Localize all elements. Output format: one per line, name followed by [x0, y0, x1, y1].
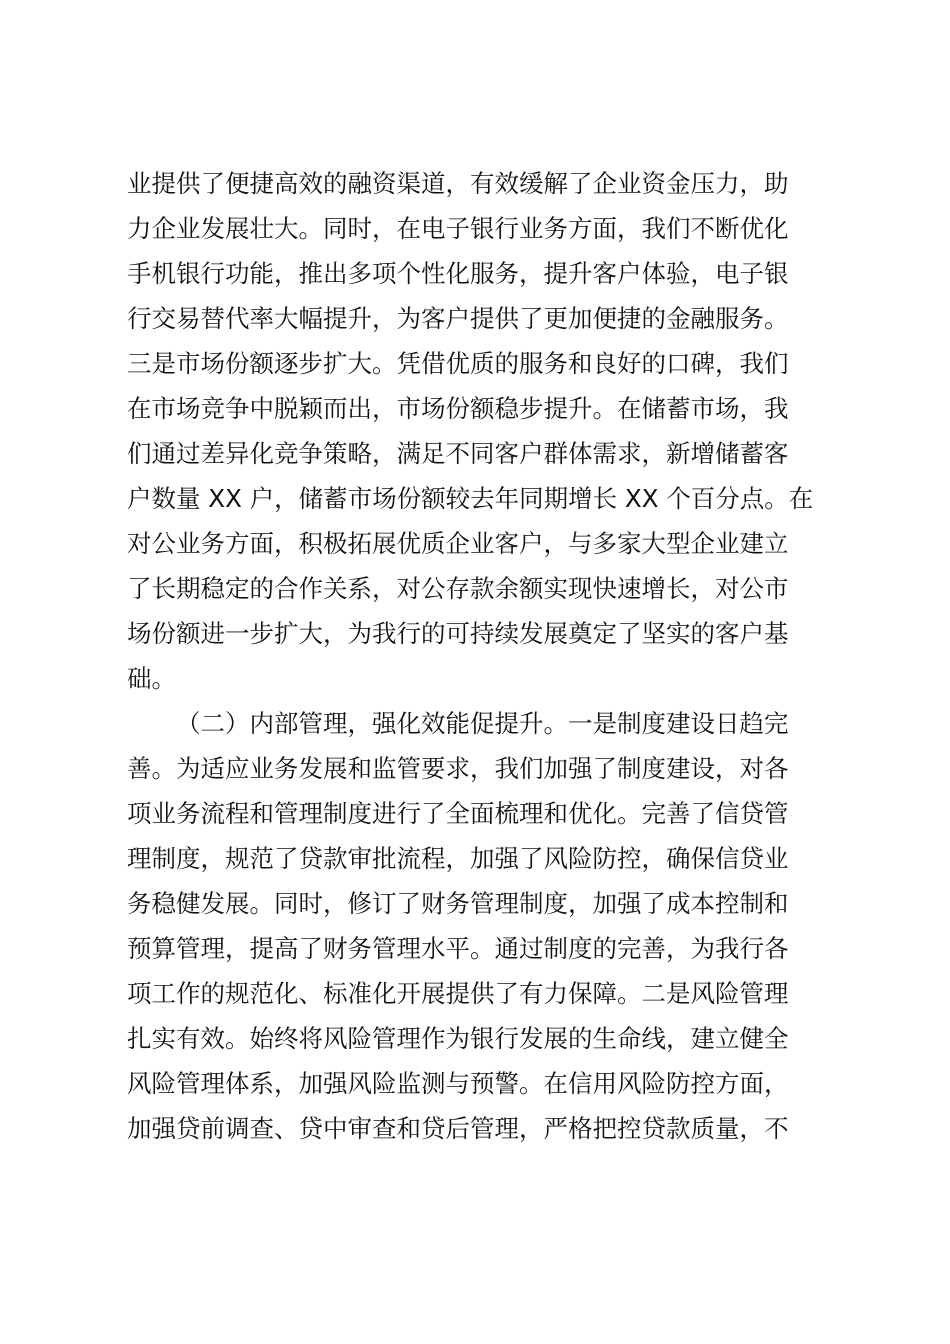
text-line: 三是市场份额逐步扩大。凭借优质的服务和良好的口碑，我们	[127, 349, 789, 378]
text-line: 加强贷前调查、贷中审查和贷后管理，严格把控贷款质量，不	[127, 1114, 789, 1143]
text-line: 了长期稳定的合作关系，对公存款余额实现快速增长，对公市	[127, 574, 789, 603]
text-line: 在市场竞争中脱颖而出，市场份额稳步提升。在储蓄市场，我	[127, 394, 789, 423]
text-line: 户数量 XX 户，储蓄市场份额较去年同期增长 XX 个百分点。在	[127, 484, 814, 513]
text-line: 项工作的规范化、标准化开展提供了有力保障。二是风险管理	[127, 979, 789, 1008]
body-text	[127, 161, 827, 1151]
text-line: 项业务流程和管理制度进行了全面梳理和优化。完善了信贷管	[127, 799, 789, 828]
text-line: 础。	[127, 664, 176, 693]
text-line: 扎实有效。始终将风险管理作为银行发展的生命线，建立健全	[127, 1024, 789, 1053]
text-line: 务稳健发展。同时，修订了财务管理制度，加强了成本控制和	[127, 889, 789, 918]
text-line: 场份额进一步扩大，为我行的可持续发展奠定了坚实的客户基	[127, 619, 789, 648]
text-line: 善。为适应业务发展和监管要求，我们加强了制度建设，对各	[127, 754, 789, 783]
text-line: 们通过差异化竞争策略，满足不同客户群体需求，新增储蓄客	[127, 439, 789, 468]
text-line: 预算管理，提高了财务管理水平。通过制度的完善，为我行各	[127, 934, 789, 963]
text-line: 风险管理体系，加强风险监测与预警。在信用风险防控方面，	[127, 1069, 789, 1098]
text-line: 业提供了便捷高效的融资渠道，有效缓解了企业资金压力，助	[127, 169, 789, 198]
text-line: 行交易替代率大幅提升，为客户提供了更加便捷的金融服务。	[127, 304, 789, 333]
text-line: 对公业务方面，积极拓展优质企业客户，与多家大型企业建立	[127, 529, 789, 558]
section-heading-line: （二）内部管理，强化效能促提升。一是制度建设日趋完	[176, 709, 789, 738]
text-line: 力企业发展壮大。同时，在电子银行业务方面，我们不断优化	[127, 214, 789, 243]
text-line: 理制度，规范了贷款审批流程，加强了风险防控，确保信贷业	[127, 844, 789, 873]
text-line: 手机银行功能，推出多项个性化服务，提升客户体验，电子银	[127, 259, 789, 288]
